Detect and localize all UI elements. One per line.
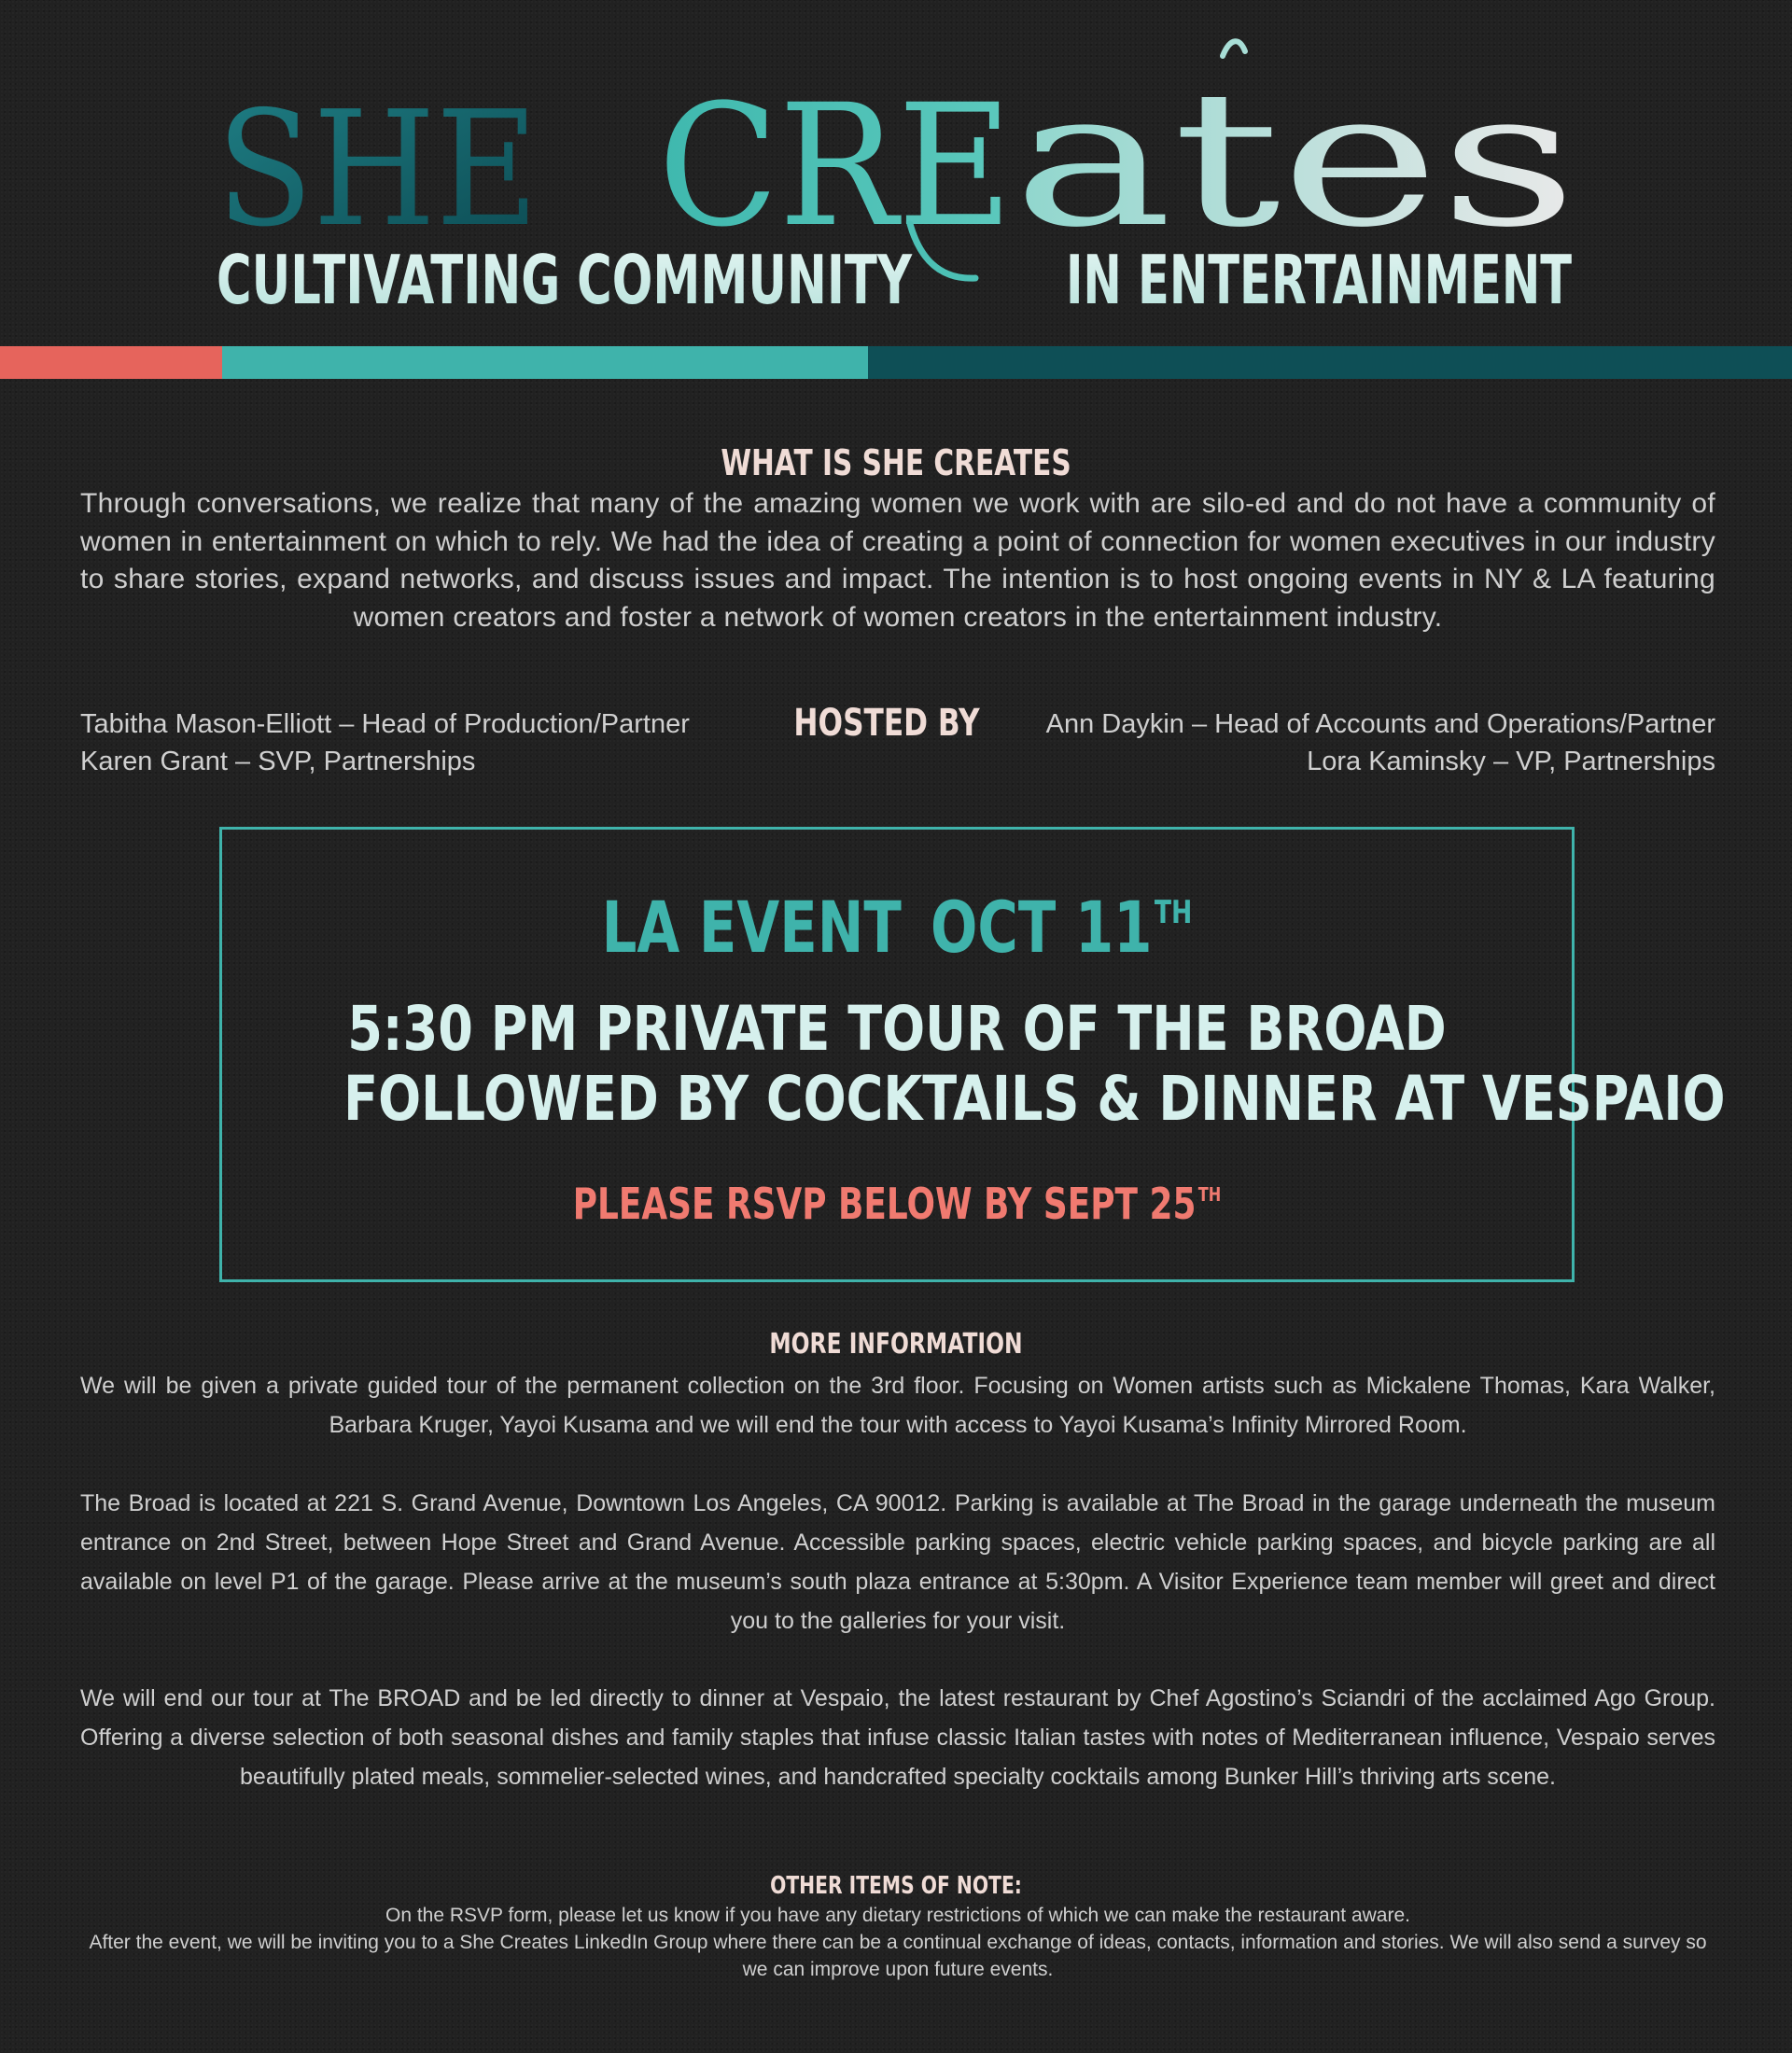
more-info-paragraph-location: The Broad is located at 221 S. Grand Avenue, Downtown Los Angeles, CA 90012. Parking is available at The Broad in the garage underneath the museum entrance on 2nd Street, between Hope Street and Grand Avenue. Accessible parking spaces, electric vehicle parking spaces, and bicycle parking are all available on level P1 of the garage. Please arrive at the museum’s south plaza entrance at 5:30pm. A Visitor Experience team member will greet and direct you to the galleries for your visit. [80, 1490, 1715, 1634]
logo-word-cre: CRE [658, 69, 1013, 264]
what-is-title: WHAT IS SHE CREATES [721, 442, 1071, 483]
hosted-by-label: HOSTED BY [793, 702, 980, 745]
tagline-left: CULTIVATING COMMUNITY [217, 241, 913, 319]
stripe-dark-teal [868, 346, 1792, 379]
event-date-heading [371, 886, 1423, 969]
host-name: Lora Kaminsky – VP, Partnerships [1307, 747, 1715, 776]
stripe-teal [222, 346, 868, 379]
host-name: Tabitha Mason-Elliott – Head of Production/Partner [80, 709, 690, 739]
hosts-left [80, 705, 690, 780]
event-date-suffix: TH [1154, 894, 1193, 932]
event-name: LA EVENT [601, 886, 902, 969]
host-name: Ann Daykin – Head of Accounts and Operations/Partner [1045, 709, 1715, 739]
other-items-title: OTHER ITEMS OF NOTE: [770, 1872, 1022, 1900]
rsvp-text: PLEASE RSVP BELOW BY SEPT 25 [572, 1179, 1197, 1229]
more-info-paragraph-tour: We will be given a private guided tour of the permanent collection on the 3rd floor. Focusing on Women artists such as Mickalene Thomas, Kara Walker, Barbara Kruger, Yayoi Kusama and we will end the tour with access to Yayoi Kusama’s Infinity Mirrored Room. [80, 1373, 1715, 1438]
event-date: OCT 11 [931, 886, 1153, 969]
other-items-body [80, 1902, 1715, 1983]
other-item-linkedin: After the event, we will be inviting you to a She Creates LinkedIn Group where there can be a continual exchange of ideas, contacts, information and stories. We will also send a survey so we can improve upon future events. [89, 1932, 1707, 1980]
other-item-dietary: On the RSVP form, please let us know if you have any dietary restrictions of which we can make the restaurant aware. [385, 1905, 1410, 1926]
logo-word-she: SHE [217, 77, 539, 262]
event-details-box [219, 827, 1726, 1282]
what-is-body: Through conversations, we realize that many of the amazing women we work with are silo-ed and do not have a community of women in entertainment on which to rely. We had the idea of creating a point of connection for women executives in our industry to share stories, expand networks, and discuss issues and impact. The intention is to host ongoing events in NY & LA featuring women creators and foster a network of women creators in the entertainment industry. [80, 488, 1715, 633]
logo-word-ates: ates [1013, 51, 1577, 269]
more-info-paragraph-dinner: We will end our tour at The BROAD and be led directly to dinner at Vespaio, the latest restaurant by Chef Agostino’s Sciandri of the acclaimed Ago Group. Offering a diverse selection of both seasonal dishes and family staples that infuse classic Italian tastes with notes of Mediterranean influence, Vespaio serves beautifully plated meals, sommelier-selected wines, and handcrafted specialty cocktails among Bunker Hill’s thriving arts scene. [80, 1685, 1715, 1790]
stripe-coral [0, 346, 222, 379]
tagline-right: IN ENTERTAINMENT [1066, 241, 1572, 319]
more-info-title: MORE INFORMATION [769, 1328, 1023, 1361]
hosts-right [1046, 705, 1715, 780]
logo-artwork [0, 0, 1792, 345]
host-name: Karen Grant – SVP, Partnerships [80, 747, 476, 776]
she-creates-logo [0, 0, 1792, 345]
rsvp-deadline [371, 1179, 1423, 1229]
event-schedule-line-1: 5:30 PM PRIVATE TOUR OF THE BROAD [347, 993, 1447, 1065]
event-schedule-line-2: FOLLOWED BY COCKTAILS & DINNER AT VESPAIO [343, 1063, 1726, 1135]
rsvp-suffix: TH [1197, 1183, 1222, 1207]
